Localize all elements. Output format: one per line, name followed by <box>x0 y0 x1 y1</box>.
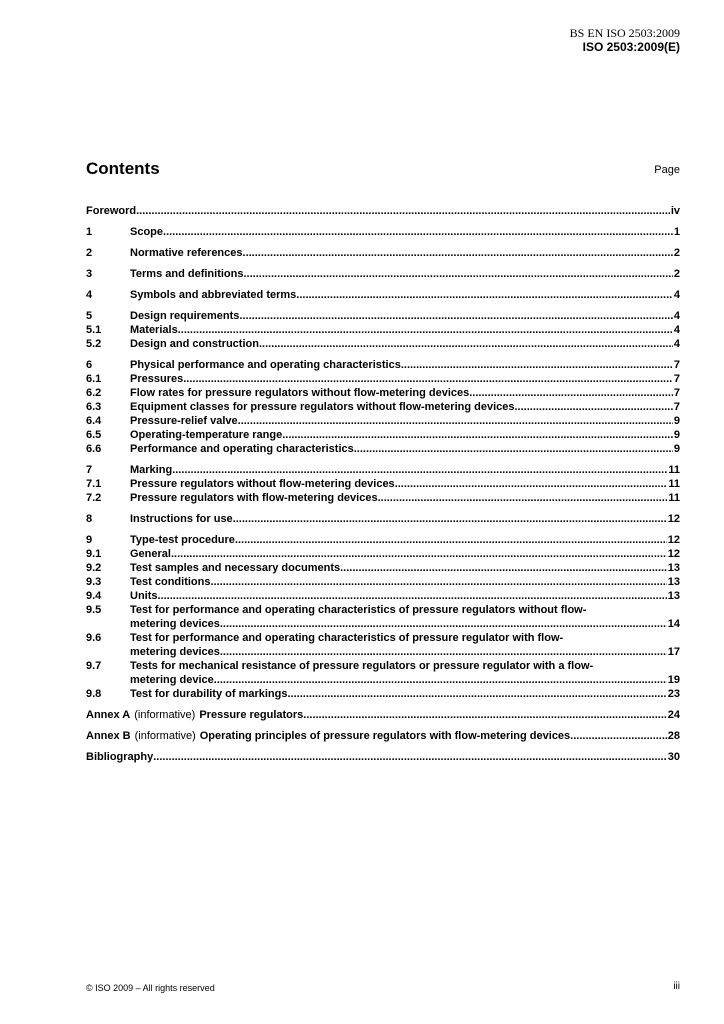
toc-leader <box>220 645 667 659</box>
toc-title: Bibliography <box>86 751 154 763</box>
toc-number: 9.6 <box>86 632 102 644</box>
toc-group-3 <box>86 267 680 281</box>
toc-entry-bibliography[interactable] <box>86 750 680 764</box>
toc-leader <box>303 708 666 722</box>
toc-group-annex-b <box>86 729 680 743</box>
toc-entry-6-6[interactable] <box>86 442 680 456</box>
toc-entry-1[interactable] <box>86 225 680 239</box>
toc-number: 9.1 <box>86 548 102 560</box>
toc-number: 5.2 <box>86 338 102 350</box>
toc-leader <box>243 267 672 281</box>
toc-title: Marking <box>130 464 173 476</box>
toc-entry-5-2[interactable] <box>86 337 680 351</box>
toc-title: Test for performance and operating characteristics of pressure regulator with flow- <box>130 632 564 644</box>
toc-leader <box>259 337 673 351</box>
toc-entry-9-5[interactable] <box>86 603 680 617</box>
toc-leader <box>469 386 673 400</box>
toc-group-1 <box>86 225 680 239</box>
annex-label: Annex B <box>86 730 131 742</box>
toc-leader <box>570 729 667 743</box>
toc-title: Instructions for use <box>130 513 233 525</box>
toc-page: 12 <box>667 513 680 525</box>
page-column-label: Page <box>654 164 680 176</box>
toc-page: 7 <box>673 387 680 399</box>
toc-page: 7 <box>673 373 680 385</box>
toc-title: Pressure-relief valve <box>130 415 238 427</box>
toc-entry-9-7-cont[interactable] <box>86 673 680 687</box>
toc-number: 6 <box>86 359 93 371</box>
toc-leader <box>378 491 668 505</box>
toc-title: Physical performance and operating characteristics <box>130 359 401 371</box>
toc-page: 13 <box>667 576 680 588</box>
toc-title: Units <box>130 590 158 602</box>
toc-title: Type-test procedure <box>130 534 235 546</box>
toc-number: 5.1 <box>86 324 102 336</box>
toc-page: iv <box>670 205 680 217</box>
toc-entry-9-2[interactable] <box>86 561 680 575</box>
toc-title: Pressure regulators with flow-metering devices <box>130 492 378 504</box>
toc-page: 9 <box>673 429 680 441</box>
toc-leader <box>210 575 666 589</box>
toc-leader <box>354 442 673 456</box>
toc-title: Test for performance and operating characteristics of pressure regulators without flow- <box>130 604 587 616</box>
toc-page: 7 <box>673 359 680 371</box>
footer-copyright: © ISO 2009 – All rights reserved <box>86 983 215 993</box>
toc-page: 14 <box>667 618 680 630</box>
toc-entry-9-6[interactable] <box>86 631 680 645</box>
toc-number: 9.2 <box>86 562 102 574</box>
toc-group-9 <box>86 533 680 701</box>
toc-entry-annex-b[interactable] <box>86 729 680 743</box>
toc-title: metering devices <box>130 618 220 630</box>
toc-leader <box>220 617 667 631</box>
toc-group-6 <box>86 358 680 456</box>
toc-page: 23 <box>667 688 680 700</box>
toc-entry-9[interactable] <box>86 533 680 547</box>
contents-title: Contents <box>86 159 160 178</box>
toc-number: 6.4 <box>86 415 102 427</box>
toc-leader <box>183 372 673 386</box>
toc-number: 8 <box>86 513 93 525</box>
toc-entry-6-5[interactable] <box>86 428 680 442</box>
toc-page: 2 <box>673 268 680 280</box>
toc-entry-7-1[interactable] <box>86 477 680 491</box>
toc-title: Foreword <box>86 205 137 217</box>
toc-number: 6.5 <box>86 429 102 441</box>
toc-entry-7[interactable] <box>86 463 680 477</box>
toc-leader <box>296 288 673 302</box>
toc-entry-6-3[interactable] <box>86 400 680 414</box>
toc-entry-4[interactable] <box>86 288 680 302</box>
toc-group-foreword <box>86 204 680 218</box>
toc-group-annex-a <box>86 708 680 722</box>
toc-number: 5 <box>86 310 93 322</box>
toc-entry-9-3[interactable] <box>86 575 680 589</box>
toc-leader <box>282 428 673 442</box>
toc-number: 4 <box>86 289 93 301</box>
toc-page: 11 <box>668 464 680 476</box>
toc-leader <box>178 323 673 337</box>
toc-title: Flow rates for pressure regulators without flow-metering devices <box>130 387 470 399</box>
toc-number: 9.5 <box>86 604 102 616</box>
toc-leader <box>243 246 673 260</box>
toc-entry-annex-a[interactable] <box>86 708 680 722</box>
toc-entry-2[interactable] <box>86 246 680 260</box>
toc-page: 13 <box>667 562 680 574</box>
toc-leader <box>395 477 668 491</box>
toc-title: Symbols and abbreviated terms <box>130 289 297 301</box>
toc-number: 6.1 <box>86 373 102 385</box>
toc-page: 19 <box>667 674 680 686</box>
toc-leader <box>235 533 667 547</box>
toc-title: Design and construction <box>130 338 259 350</box>
toc-title: metering devices <box>130 646 220 658</box>
toc-page: 11 <box>668 478 680 490</box>
toc-page: 11 <box>668 492 680 504</box>
toc-leader <box>153 750 667 764</box>
toc-leader <box>214 673 667 687</box>
toc-number: 7 <box>86 464 93 476</box>
toc-entry-9-6-cont[interactable] <box>86 645 680 659</box>
toc-group-8 <box>86 512 680 526</box>
toc-entry-9-1[interactable] <box>86 547 680 561</box>
annex-label: Annex A <box>86 709 131 721</box>
toc-title: Tests for mechanical resistance of pressure regulators or pressure regulator with a flow- <box>130 660 594 672</box>
toc-leader <box>239 309 672 323</box>
toc-entry-6-1[interactable] <box>86 372 680 386</box>
toc-page: 7 <box>673 401 680 413</box>
toc-page: 12 <box>667 548 680 560</box>
toc-title: Test samples and necessary documents <box>130 562 341 574</box>
toc-page: 17 <box>667 646 680 658</box>
toc-page: 9 <box>673 415 680 427</box>
toc-title: Materials <box>130 324 178 336</box>
toc-number: 6.2 <box>86 387 102 399</box>
toc-entry-6[interactable] <box>86 358 680 372</box>
toc-title: Operating principles of pressure regulators with flow-metering devices <box>199 730 571 742</box>
toc-title: Normative references <box>130 247 243 259</box>
toc-leader <box>172 463 667 477</box>
toc-number: 1 <box>86 226 93 238</box>
toc-leader <box>163 225 673 239</box>
toc-page: 12 <box>667 534 680 546</box>
toc-title: Pressures <box>130 373 184 385</box>
toc-entry-9-8[interactable] <box>86 687 680 701</box>
toc-title: Pressure regulators <box>199 709 304 721</box>
toc-page: 4 <box>673 324 680 336</box>
toc-title: Operating-temperature range <box>130 429 283 441</box>
toc-entry-3[interactable] <box>86 267 680 281</box>
toc-entry-5-1[interactable] <box>86 323 680 337</box>
toc-title: Performance and operating characteristics <box>130 443 354 455</box>
toc-page: 13 <box>667 590 680 602</box>
toc-title: General <box>130 548 171 560</box>
toc-title: Design requirements <box>130 310 240 322</box>
table-of-contents <box>86 204 680 771</box>
toc-entry-foreword[interactable] <box>86 204 680 218</box>
toc-leader <box>136 204 670 218</box>
toc-leader <box>340 561 667 575</box>
toc-number: 2 <box>86 247 93 259</box>
document-header-iso: ISO 2503:2009(E) <box>582 40 680 54</box>
toc-group-2 <box>86 246 680 260</box>
toc-entry-9-5-cont[interactable] <box>86 617 680 631</box>
toc-entry-8[interactable] <box>86 512 680 526</box>
document-header-bs-en: BS EN ISO 2503:2009 <box>569 26 680 40</box>
toc-leader <box>514 400 672 414</box>
toc-number: 9.3 <box>86 576 102 588</box>
toc-title: Test conditions <box>130 576 211 588</box>
toc-number: 3 <box>86 268 93 280</box>
toc-page: 28 <box>667 730 680 742</box>
toc-leader <box>238 414 673 428</box>
toc-page: 30 <box>667 751 680 763</box>
toc-entry-6-4[interactable] <box>86 414 680 428</box>
toc-entry-7-2[interactable] <box>86 491 680 505</box>
toc-group-bibliography <box>86 750 680 764</box>
toc-number: 7.1 <box>86 478 102 490</box>
toc-page: 4 <box>673 310 680 322</box>
toc-number: 9.7 <box>86 660 102 672</box>
toc-page: 9 <box>673 443 680 455</box>
toc-title: Scope <box>130 226 164 238</box>
toc-leader <box>171 547 667 561</box>
annex-informative: (informative) <box>134 709 196 721</box>
toc-group-7 <box>86 463 680 505</box>
toc-leader <box>401 358 673 372</box>
toc-number: 7.2 <box>86 492 102 504</box>
toc-entry-9-4[interactable] <box>86 589 680 603</box>
toc-number: 9.4 <box>86 590 102 602</box>
annex-informative: (informative) <box>134 730 196 742</box>
toc-number: 6.3 <box>86 401 102 413</box>
toc-title: metering device <box>130 674 214 686</box>
toc-leader <box>158 589 667 603</box>
toc-entry-6-2[interactable] <box>86 386 680 400</box>
toc-leader <box>288 687 667 701</box>
toc-number: 6.6 <box>86 443 102 455</box>
toc-title: Pressure regulators without flow-metering devices <box>130 478 395 490</box>
toc-entry-9-7[interactable] <box>86 659 680 673</box>
toc-group-4 <box>86 288 680 302</box>
toc-title: Terms and definitions <box>130 268 244 280</box>
toc-title: Test for durability of markings <box>130 688 288 700</box>
toc-page: 4 <box>673 338 680 350</box>
toc-number: 9 <box>86 534 93 546</box>
toc-entry-5[interactable] <box>86 309 680 323</box>
toc-number: 9.8 <box>86 688 102 700</box>
toc-page: 24 <box>667 709 680 721</box>
toc-leader <box>233 512 667 526</box>
toc-page: 4 <box>673 289 680 301</box>
toc-group-5 <box>86 309 680 351</box>
footer-page-number: iii <box>673 981 680 992</box>
toc-title: Equipment classes for pressure regulators without flow-metering devices <box>130 401 515 413</box>
toc-page: 1 <box>673 226 680 238</box>
toc-page: 2 <box>673 247 680 259</box>
